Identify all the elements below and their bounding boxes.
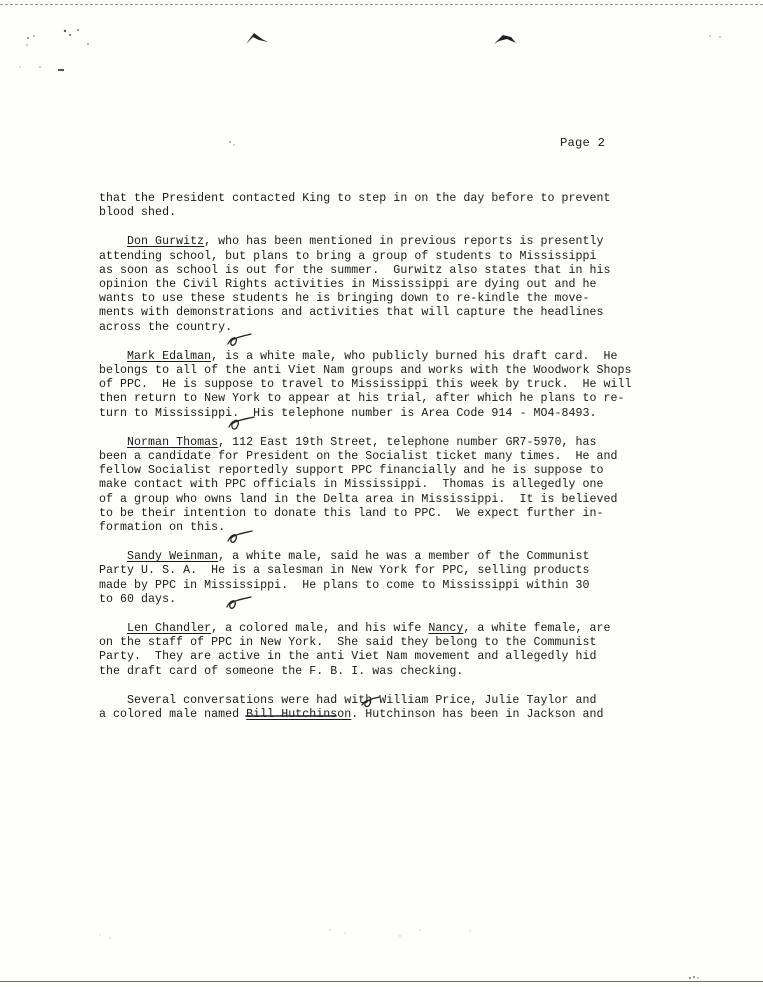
- text-line: Several conversations were had with William Price, Julie Taylor and: [127, 693, 597, 707]
- underlined-name: Mark Edalman: [127, 349, 212, 363]
- pen-mark: [229, 417, 254, 429]
- text-line: then return to New York to appear at his trial, after which he plans to re-: [99, 392, 625, 406]
- text-line: wants to use these students he is bringing down to re-kindle the move-: [99, 292, 590, 306]
- text-line: across the country.: [99, 320, 233, 334]
- underlined-name: Len Chandler: [127, 622, 212, 636]
- text-line: Sandy Weinman, a white male, said he was a member of the Communist: [127, 550, 590, 564]
- text-line: made by PPC in Mississippi. He plans to come to Mississippi within 30: [99, 578, 590, 592]
- pen-mark: [227, 597, 251, 608]
- pen-mark: [228, 531, 252, 542]
- text-line: the draft card of someone the F. B. I. was checking.: [99, 664, 464, 678]
- underlined-name: Sandy Weinman: [127, 550, 219, 564]
- text-line: Norman Thomas, 112 East 19th Street, telephone number GR7-5970, has: [127, 435, 597, 449]
- text-line: Party U. S. A. He is a salesman in New York for PPC, selling products: [99, 564, 590, 578]
- text-line: formation on this.: [99, 521, 226, 535]
- text-line: a colored male named Bill Hutchinson. Hutchinson has been in Jackson and: [99, 708, 604, 722]
- text-line: to be their intention to donate this land to PPC. We expect further in-: [99, 506, 604, 520]
- text-line: to 60 days.: [99, 592, 177, 606]
- pen-mark: [228, 334, 251, 345]
- text-line: attending school, but plans to bring a group of students to Mississippi: [99, 249, 597, 263]
- text-line: of a group who owns land in the Delta area in Mississippi. It is believed: [99, 492, 618, 506]
- text-line: ments with demonstrations and activities that will capture the headlines: [99, 306, 604, 320]
- text-line: make contact with PPC officials in Mississippi. Thomas is allegedly one: [99, 478, 604, 492]
- text-line: fellow Socialist reportedly support PPC financially and he is suppose to: [99, 464, 604, 478]
- text-line: Mark Edalman, is a white male, who publicly burned his draft card. He: [127, 349, 618, 363]
- text-line: as soon as school is out for the summer. Gurwitz also states that in his: [99, 263, 611, 277]
- text-line: on the staff of PPC in New York. She said they belong to the Communist: [99, 636, 597, 650]
- page-number: Page 2: [560, 136, 606, 150]
- text-line: belongs to all of the anti Viet Nam groups and works with the Woodwork Shops: [99, 364, 632, 378]
- text-line: Don Gurwitz, who has been mentioned in previous reports is presently: [127, 235, 604, 249]
- bottom-scan-border: [0, 981, 763, 982]
- pen-mark: [362, 697, 380, 707]
- text-line: Party. They are active in the anti Viet Nam movement and allegedly hid: [99, 650, 597, 664]
- text-line: blood shed.: [99, 206, 177, 220]
- text-line: been a candidate for President on the Socialist ticket many times. He and: [99, 450, 618, 464]
- underlined-name: Nancy: [428, 622, 464, 636]
- text-line: turn to Mississippi. His telephone number is Area Code 914 - MO4-8493.: [99, 406, 597, 420]
- text-line: of PPC. He is suppose to travel to Mississippi this week by truck. He will: [99, 378, 632, 392]
- underlined-name: Norman Thomas: [127, 435, 219, 449]
- text-line: Len Chandler, a colored male, and his wife Nancy, a white female, are: [127, 622, 611, 636]
- text-line: opinion the Civil Rights activities in Mississippi are dying out and he: [99, 278, 597, 292]
- text-line: that the President contacted King to step in on the day before to prevent: [99, 192, 611, 205]
- underlined-name: Bill Hutchinson: [246, 708, 352, 722]
- underlined-name: Don Gurwitz: [127, 235, 205, 249]
